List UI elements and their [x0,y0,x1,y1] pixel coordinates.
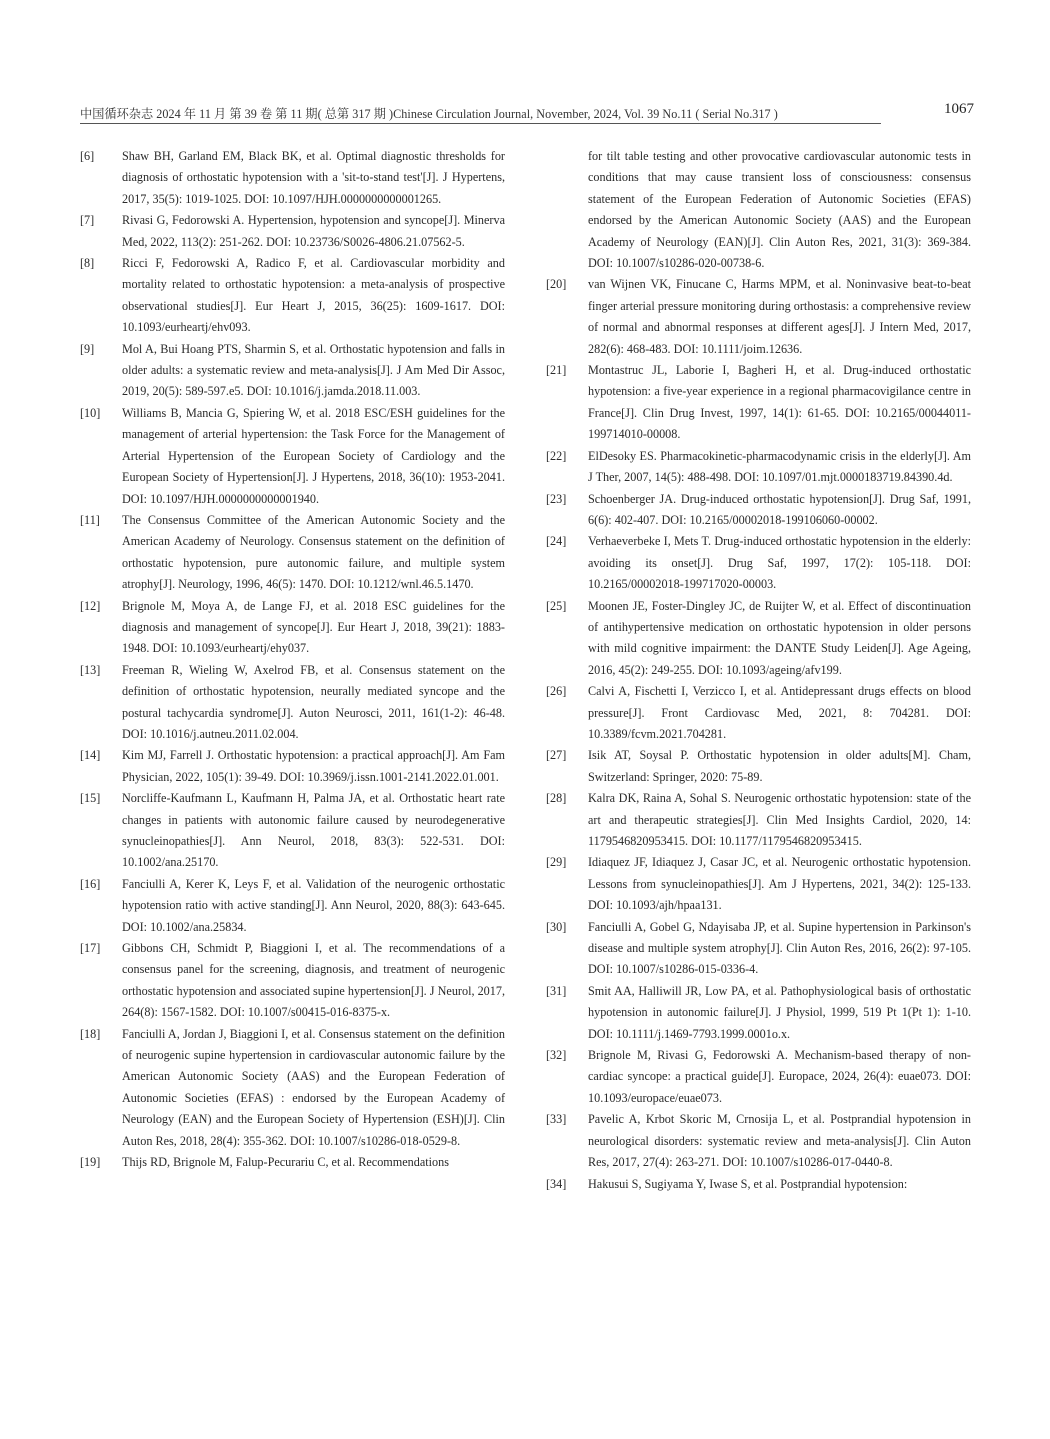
reference-item [546,360,971,446]
reference-item [80,510,505,596]
reference-number: [15] [80,791,101,806]
reference-item [80,938,505,1024]
reference-text: Thijs RD, Brignole M, Falup-Pecurariu C, et al. Recommendations [122,1155,449,1170]
reference-number: [17] [80,941,101,956]
reference-number: [27] [546,748,567,763]
reference-number: [22] [546,448,567,463]
reference-number: [6] [80,149,95,163]
reference-text: The Consensus Committee of the American Autonomic Society and the American Academy of Neurology. Consensus statement on the definition of orthostatic hypotension, pure autonomic failure, and multiple system atrophy[J]. Neurology, 1996, 46(5): 1470. DOI: 10.1212/wnl.46.5.1470. [122,512,505,592]
reference-item [80,660,505,746]
reference-item [546,1045,971,1109]
reference-text: Fanciulli A, Jordan J, Biaggioni I, et al. Consensus statement on the definition of neurogenic supine hypertension in cardiovascular autonomic failure by the American Autonomic Society (AAS) and the European Federation of Autonomic Societies (EFAS) : endorsed by the European Academy of Neurology (EAN) and the European Society of Hypertension (ESH)[J]. Clin Auton Res, 2018, 28(4): 355-362. DOI: 10.1007/s10286-018-0529-8. [122,1026,505,1148]
page-number: 1067 [944,101,974,117]
reference-number: [31] [546,983,567,998]
reference-column-left [80,146,505,1174]
reference-item [80,146,505,210]
reference-item [80,339,505,403]
reference-text: Ricci F, Fedorowski A, Radico F, et al. Cardiovascular morbidity and mortality related to orthostatic hypotension: a meta-analysis of prospective observational studies[J]. Eur Heart J, 2015, 36(25): 1609-1617. DOI: 10.1093/eurheartj/ehv093. [122,256,505,335]
reference-item [546,274,971,360]
reference-text: Brignole M, Moya A, de Lange FJ, et al. 2018 ESC guidelines for the diagnosis and management of syncope[J]. Eur Heart J, 2018, 39(21): 1883-1948. DOI: 10.1093/eurheartj/ehy037. [122,598,505,656]
reference-text: Fanciulli A, Gobel G, Ndayisaba JP, et al. Supine hypertension in Parkinson's disease and multiple system atrophy[J]. Clin Auton Res, 2016, 26(2): 97-105. DOI: 10.1007/s10286-015-0336-4. [588,919,971,977]
reference-text: Calvi A, Fischetti I, Verzicco I, et al. Antidepressant drugs effects on blood pressure[J]. Front Cardiovasc Med, 2021, 8: 704281. DOI: 10.3389/fcvm.2021.704281. [588,684,971,741]
reference-text: Pavelic A, Krbot Skoric M, Crnosija L, et al. Postprandial hypotension in neurological disorders: systematic review and meta-analysis[J]. Clin Auton Res, 2017, 27(4): 263-271. DOI: 10.1007/s10286-017-0440-8. [588,1112,971,1170]
reference-text: Moonen JE, Foster-Dingley JC, de Ruijter W, et al. Effect of discontinuation of antihypertensive medication on orthostatic hypotension in older persons with mild cognitive impairment: the DANTE Study Leiden[J]. Age Ageing, 2016, 45(2): 249-255. DOI: 10.1093/ageing/afv199. [588,598,971,677]
reference-text: Williams B, Mancia G, Spiering W, et al. 2018 ESC/ESH guidelines for the management of arterial hypertension: the Task Force for the Management of Arterial Hypertension of the European Society of Cardiology and the European Society of Hypertension[J]. J Hypertens, 2018, 36(10): 1953-2041. DOI: 10.1097/HJH.0000000000001940. [122,405,505,506]
reference-number: [21] [546,363,567,378]
reference-continuation: for tilt table testing and other provocative cardiovascular autonomic tests in conditions that may cause transient loss of consciousness: consensus statement of the European Federation of Autonomic Societies (EFAS) endorsed by the American Autonomic Society (AAS) and the European Academy of Neurology (EAN)[J]. Clin Auton Res, 2021, 31(3): 369-384. DOI: 10.1007/s10286-020-00738-6. [588,149,971,271]
reference-text: ElDesoky ES. Pharmacokinetic-pharmacodynamic crisis in the elderly[J]. Am J Ther, 2007, 14(5): 488-498. DOI: 10.1097/01.mjt.0000183719.84390.4d. [588,448,971,485]
reference-number: [32] [546,1048,567,1063]
reference-text: Fanciulli A, Kerer K, Leys F, et al. Validation of the neurogenic orthostatic hypotension ratio with active standing[J]. Ann Neurol, 2020, 88(3): 643-645. DOI: 10.1002/ana.25834. [122,876,505,934]
reference-text: Kim MJ, Farrell J. Orthostatic hypotension: a practical approach[J]. Am Fam Physician, 2022, 105(1): 39-49. DOI: 10.3969/j.issn.1001-2141.2022.01.001. [122,748,505,784]
reference-number: [24] [546,534,567,549]
reference-number: [18] [80,1026,101,1041]
reference-number: [8] [80,256,95,271]
reference-number: [10] [80,405,101,420]
reference-item [80,1152,505,1173]
reference-text: Brignole M, Rivasi G, Fedorowski A. Mechanism-based therapy of non-cardiac syncope: a practical guide[J]. Europace, 2024, 26(4): euae073. DOI: 10.1093/europace/euae073. [588,1048,971,1105]
reference-item [546,1109,971,1173]
reference-number: [33] [546,1112,567,1127]
reference-text: Hakusui S, Sugiyama Y, Iwase S, et al. Postprandial hypotension: [588,1176,908,1191]
reference-text: Idiaquez JF, Idiaquez J, Casar JC, et al. Neurogenic orthostatic hypotension. Lessons from synucleinopathies[J]. Am J Hypertens, 2021, 34(2): 125-133. DOI: 10.1093/ajh/hpaa131. [588,855,971,913]
reference-item [80,745,505,788]
reference-number: [13] [80,662,101,677]
reference-number: [23] [546,491,567,506]
reference-item [546,745,971,788]
reference-item [546,596,971,682]
reference-number: [28] [546,791,567,806]
reference-column-right [546,146,971,1195]
reference-item [546,446,971,489]
reference-number: [12] [80,598,101,613]
reference-number: [34] [546,1176,567,1191]
reference-item [546,917,971,981]
reference-item [546,681,971,745]
reference-item [546,489,971,532]
reference-text: Isik AT, Soysal P. Orthostatic hypotension in older adults[M]. Cham, Switzerland: Springer, 2020: 75-89. [588,748,971,784]
reference-text: Norcliffe-Kaufmann L, Kaufmann H, Palma JA, et al. Orthostatic heart rate changes in patients with autonomic failure caused by neurodegenerative synucleinopathies[J]. Ann Neurol, 2018, 83(3): 522-531. DOI: 10.1002/ana.25170. [122,791,505,870]
reference-number: [25] [546,598,567,613]
reference-text: Gibbons CH, Schmidt P, Biaggioni I, et al. The recommendations of a consensus panel for the screening, diagnosis, and treatment of neurogenic orthostatic hypotension and associated supine hypertension[J]. J Neurol, 2017, 264(8): 1567-1582. DOI: 10.1007/s00415-016-8375-x. [122,941,505,1020]
reference-text: Kalra DK, Raina A, Sohal S. Neurogenic orthostatic hypotension: state of the art and therapeutic strategies[J]. Clin Med Insights Cardiol, 2020, 14: 1179546820953415. DOI: 10.1177/1179546820953415. [588,791,971,848]
reference-number: [26] [546,684,567,699]
reference-text: Freeman R, Wieling W, Axelrod FB, et al. Consensus statement on the definition of orthostatic hypotension, neurally mediated syncope and the postural tachycardia syndrome[J]. Auton Neurosci, 2011, 161(1-2): 46-48. DOI: 10.1016/j.autneu.2011.02.004. [122,662,505,741]
reference-number: [11] [80,512,100,527]
reference-text: Schoenberger JA. Drug-induced orthostatic hypotension[J]. Drug Saf, 1991, 6(6): 402-407. DOI: 10.2165/00002018-199106060-00002. [588,491,971,527]
reference-item [80,788,505,874]
reference-number: [30] [546,919,567,934]
reference-text: Mol A, Bui Hoang PTS, Sharmin S, et al. Orthostatic hypotension and falls in older adults: a systematic review and meta-analysis[J]. J Am Med Dir Assoc, 2019, 20(5): 589-597.e5. DOI: 10.1016/j.jamda.2018.11.003. [122,341,505,399]
reference-number: [7] [80,213,95,228]
reference-number: [14] [80,748,101,763]
reference-number: [29] [546,855,567,870]
reference-number: [16] [80,876,101,891]
reference-number: [19] [80,1155,101,1170]
reference-number: [20] [546,277,567,292]
reference-item [80,874,505,938]
reference-item [546,1174,971,1195]
reference-item [546,531,971,595]
reference-text: Smit AA, Halliwill JR, Low PA, et al. Pathophysiological basis of orthostatic hypotension in autonomic failure[J]. J Physiol, 1999, 519 Pt 1(Pt 1): 1-10. DOI: 10.1111/j.1469-7793.1999.0001o.x. [588,983,971,1041]
reference-item [546,788,971,852]
reference-item [80,1024,505,1152]
reference-item [80,596,505,660]
reference-item [546,852,971,916]
running-header: 中国循环杂志 2024 年 11 月 第 39 卷 第 11 期( 总第 317 期 )Chinese Circulation Journal, November, 2024, Vol. 39 No.11 ( Serial No.317 ) [80,103,881,124]
reference-text: Montastruc JL, Laborie I, Bagheri H, et al. Drug-induced orthostatic hypotension: a five-year experience in a regional pharmacovigilance centre in France[J]. Clin Drug Invest, 1997, 14(1): 61-65. DOI: 10.2165/00044011-199714010-00008. [588,363,971,442]
reference-number: [9] [80,341,95,356]
reference-text: Rivasi G, Fedorowski A. Hypertension, hypotension and syncope[J]. Minerva Med, 2022, 113(2): 251-262. DOI: 10.23736/S0026-4806.21.07562-5. [122,213,505,249]
reference-item [546,981,971,1045]
reference-text: Shaw BH, Garland EM, Black BK, et al. Optimal diagnostic thresholds for diagnosis of orthostatic hypotension with a 'sit-to-stand test'[J]. J Hypertens, 2017, 35(5): 1019-1025. DOI: 10.1097/HJH.0000000000001265. [122,149,505,206]
reference-text: van Wijnen VK, Finucane C, Harms MPM, et al. Noninvasive beat-to-beat finger arterial pressure monitoring during orthostasis: a comprehensive review of normal and abnormal responses at different ages[J]. J Intern Med, 2017, 282(6): 468-483. DOI: 10.1111/joim.12636. [588,277,971,356]
reference-item [80,210,505,253]
reference-item [80,253,505,339]
reference-item [80,403,505,510]
reference-text: Verhaeverbeke I, Mets T. Drug-induced orthostatic hypotension in the elderly: avoiding its onset[J]. Drug Saf, 1997, 17(2): 105-118. DOI: 10.2165/00002018-199717020-00003. [588,534,971,592]
